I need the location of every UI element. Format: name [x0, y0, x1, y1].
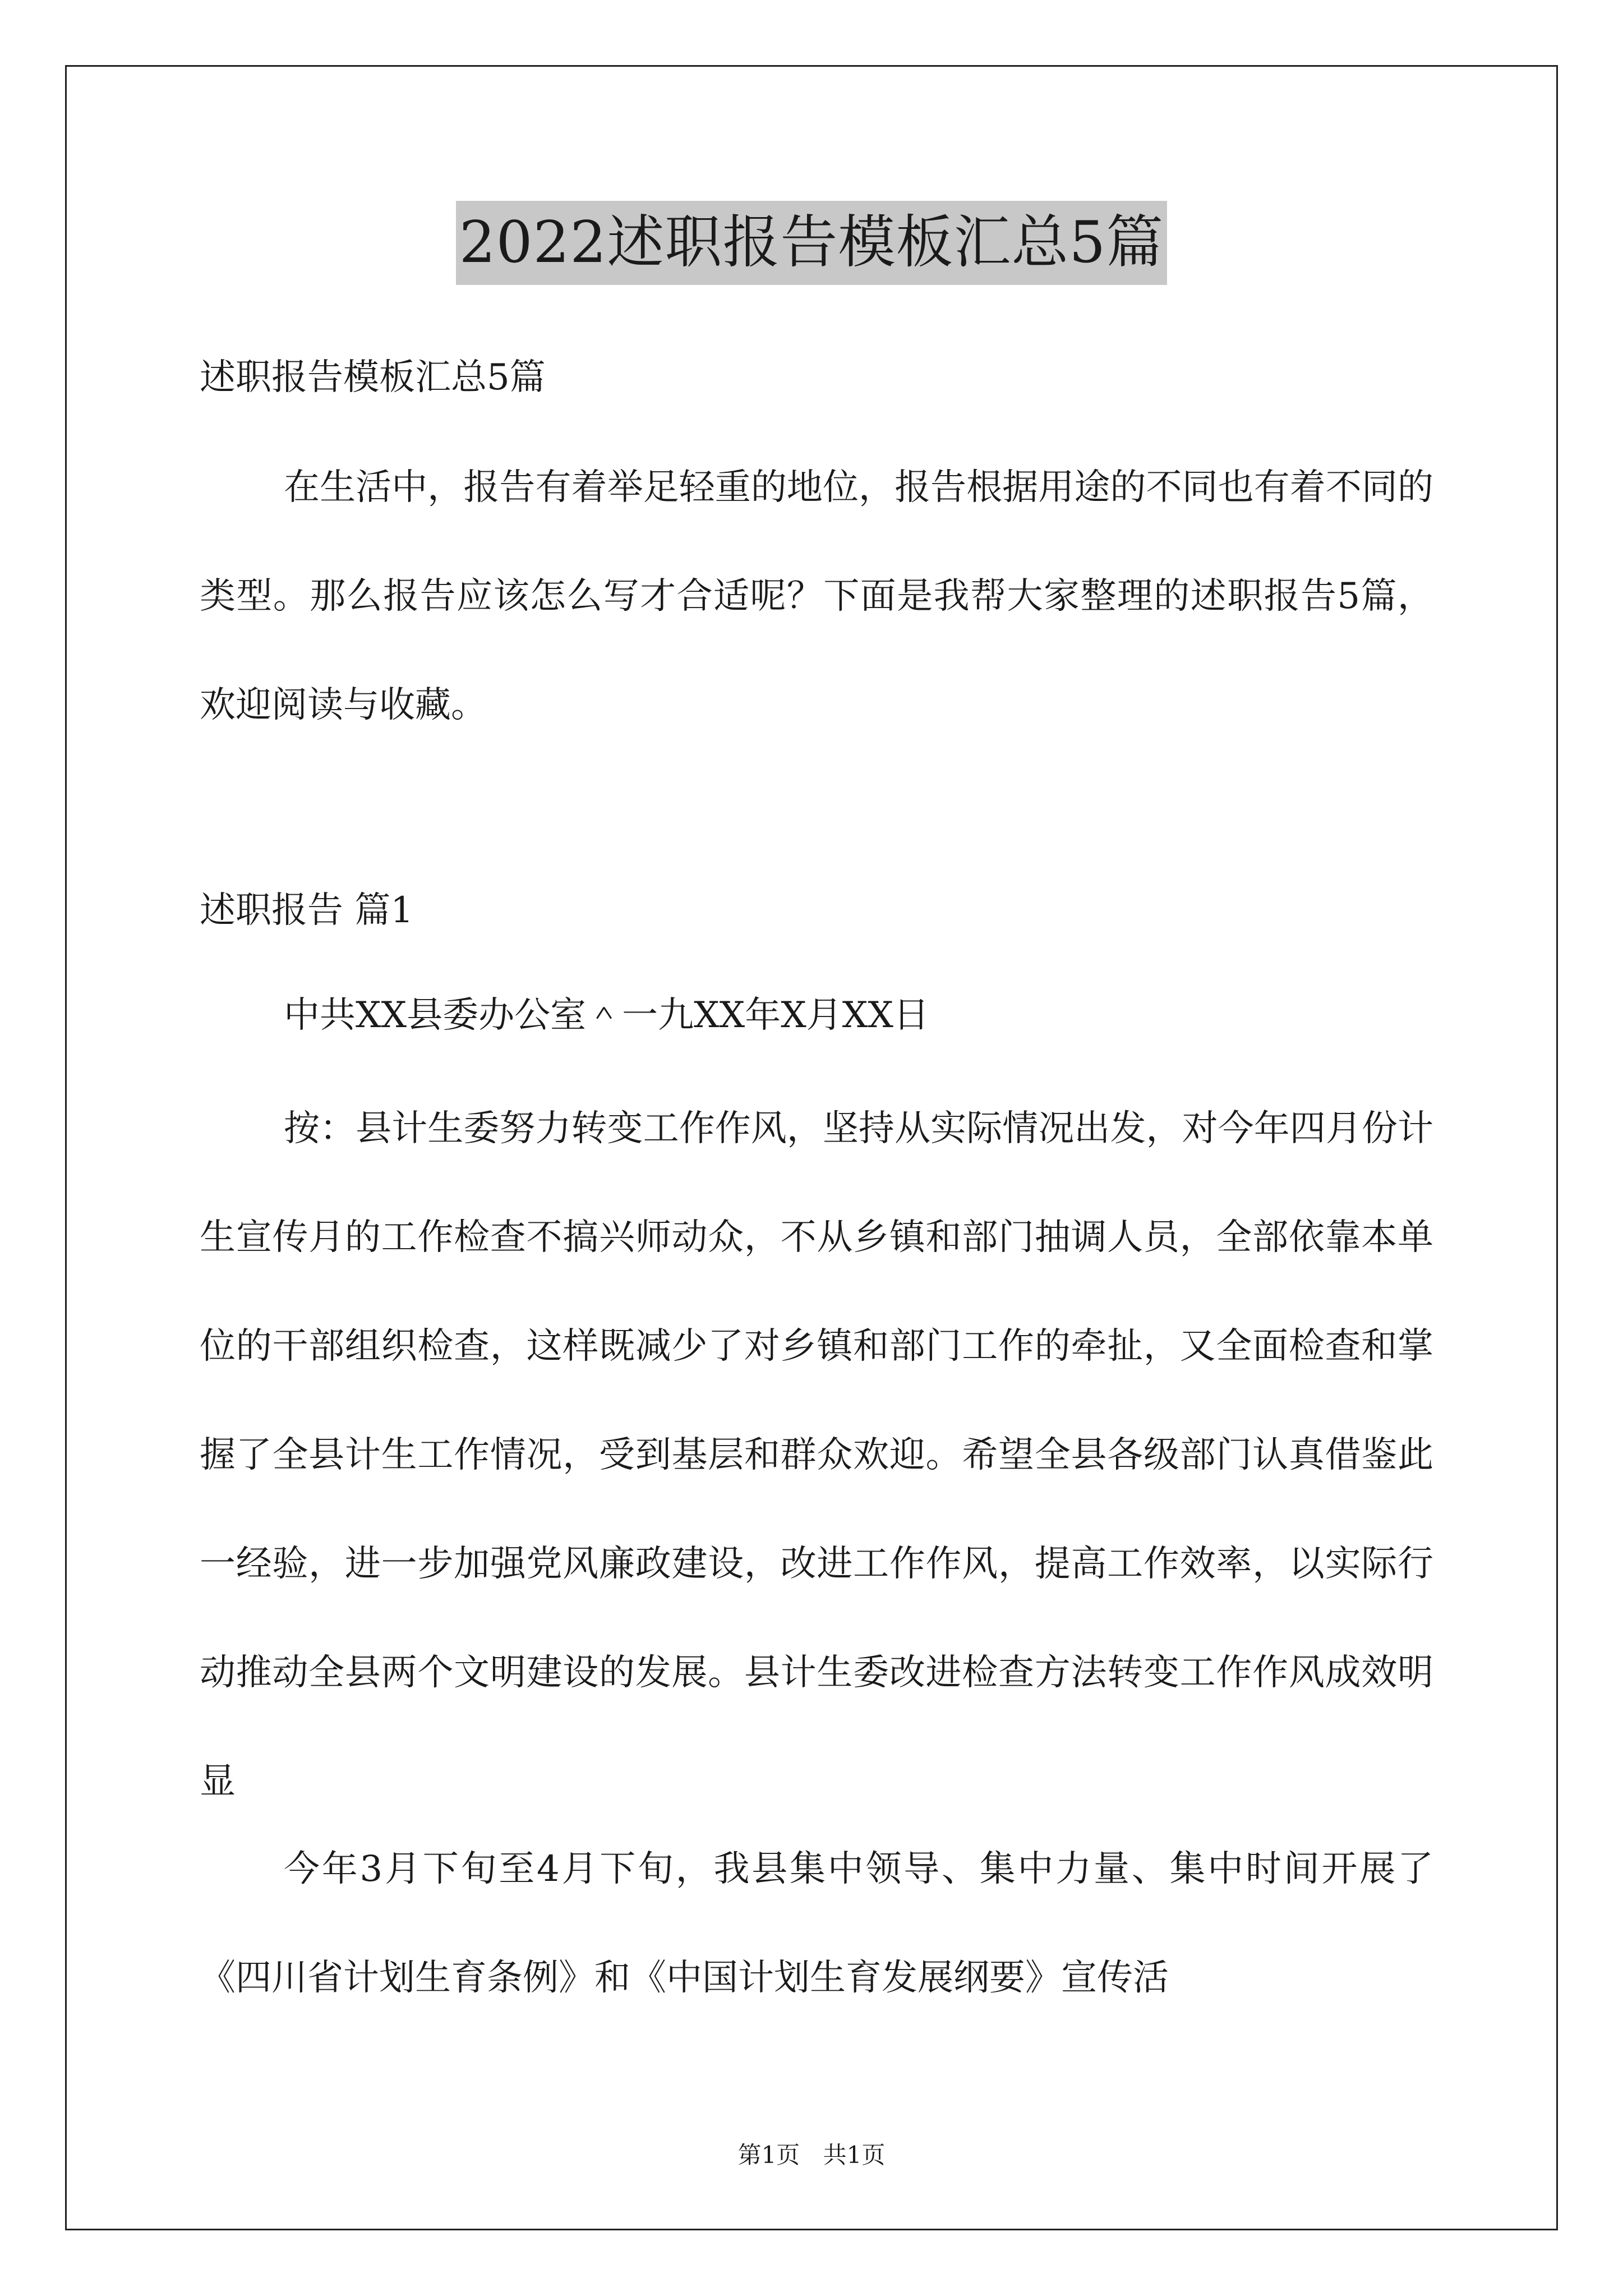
document-subtitle: 述职报告模板汇总5篇: [200, 357, 546, 398]
org-date-line: 中共XX县委办公室＾一九XX年X月XX日: [284, 995, 929, 1036]
title-wrap: [0, 201, 1623, 285]
page-total: 共1页: [823, 2141, 886, 2169]
section-heading: 述职报告 篇1: [200, 890, 414, 931]
note-paragraph: 按：县计生委努力转变工作作风，坚持从实际情况出发，对今年四月份计生宣传月的工作检查不搞兴师动众，不从乡镇和部门抽调人员，全部依靠本单位的干部组织检查，这样既减少了对乡镇和部门工作的牵扯，又全面检查和掌握了全县计生工作情况，受到基层和群众欢迎。希望全县各级部门认真借鉴此一经验，进一步加强党风廉政建设，改进工作作风，提高工作效率，以实际行动推动全县两个文明建设的发展。县计生委改进检查方法转变工作作风成效明显: [200, 1108, 1433, 1802]
document-title: 2022述职报告模板汇总5篇: [456, 201, 1167, 285]
page-footer: [0, 2138, 1623, 2172]
intro-paragraph: 在生活中，报告有着举足轻重的地位，报告根据用途的不同也有着不同的类型。那么报告应该怎么写才合适呢？下面是我帮大家整理的述职报告5篇，欢迎阅读与收藏。: [200, 467, 1433, 726]
page-number: 第1页: [737, 2141, 800, 2169]
body-paragraph: 今年3月下旬至4月下旬，我县集中领导、集中力量、集中时间开展了《四川省计划生育条例》和《中国计划生育发展纲要》宣传活: [200, 1848, 1433, 1999]
